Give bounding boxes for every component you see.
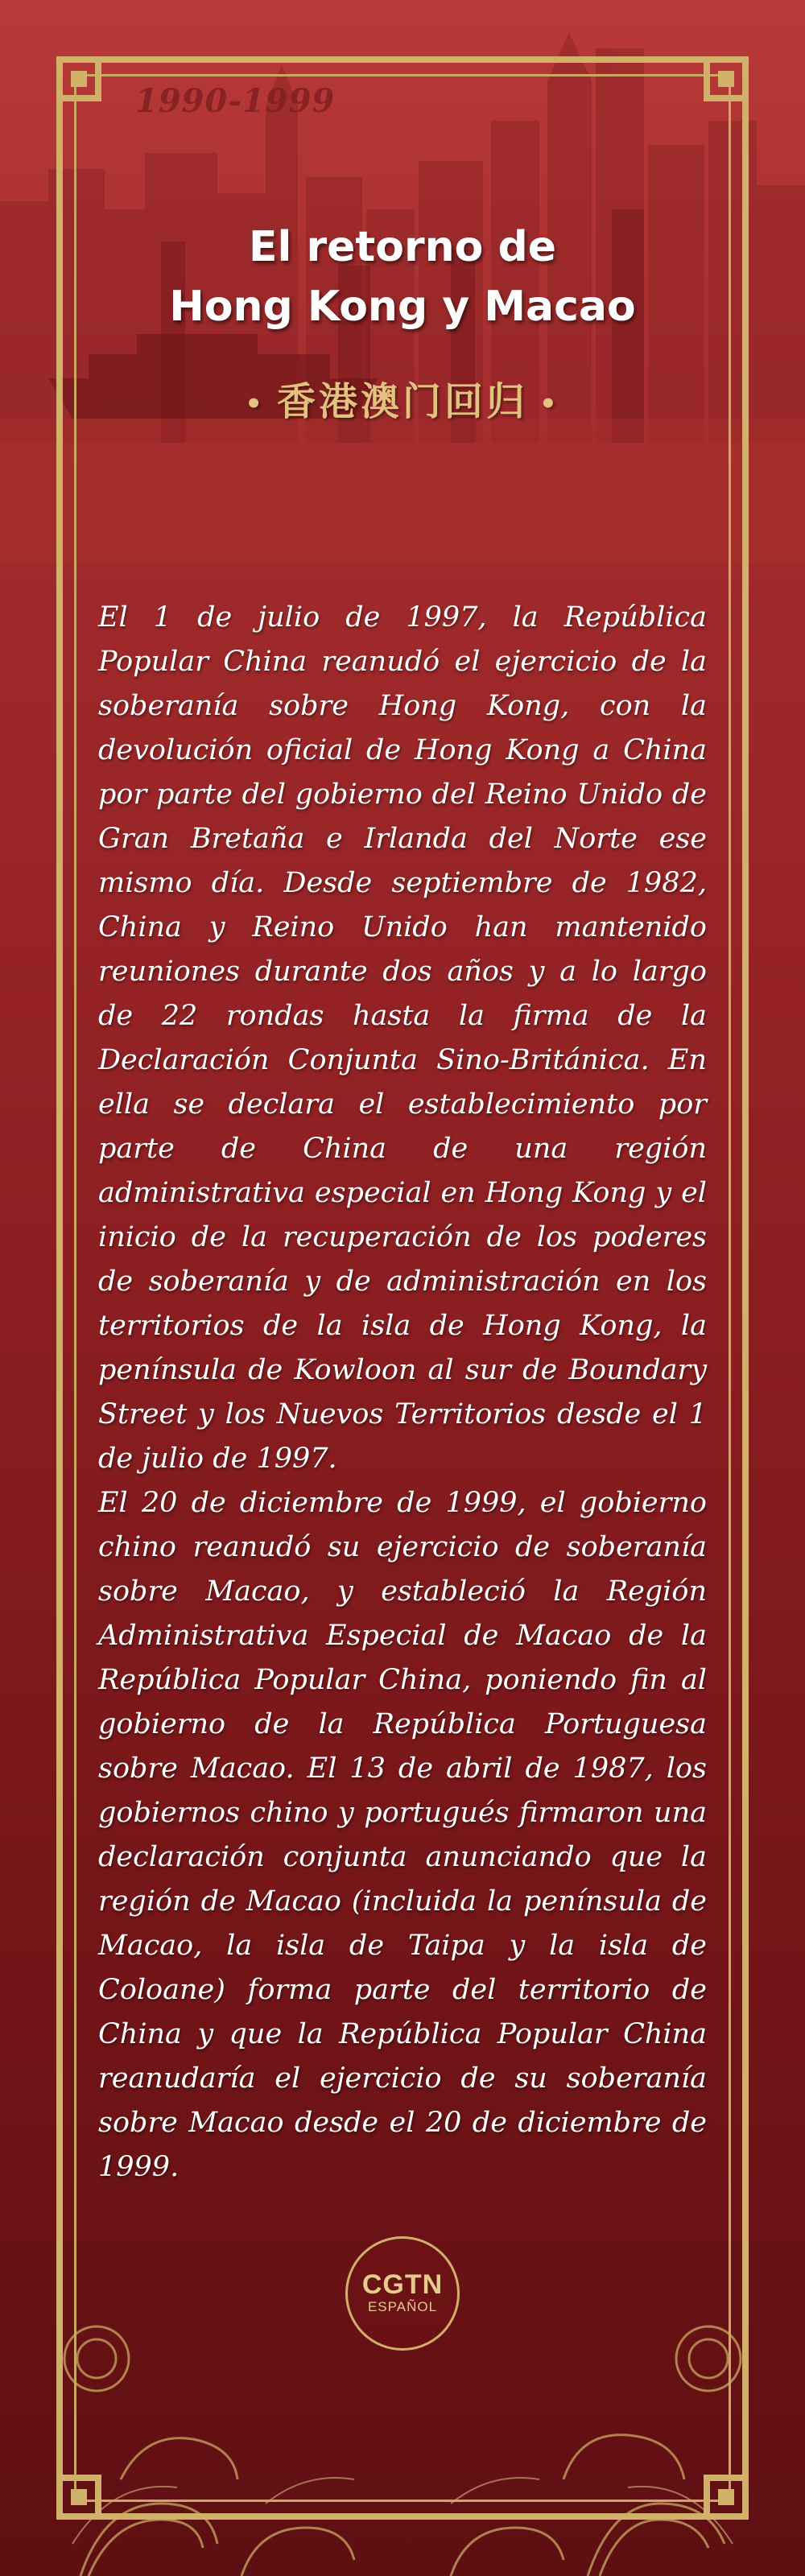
corner-ornament-bottom-right [704,2475,749,2520]
poster-title [80,217,724,336]
paragraph-hong-kong: El 1 de julio de 1997, la República Popular China reanudó el ejercicio de la soberanía sobre Hong Kong, con la devolución oficial de Hong Kong a China por parte del gobierno del Reino Unido de Gran Bretaña e Irlanda del Norte ese mismo día. Desde septiembre de 1982, China y Reino Unido han mantenido reuniones durante dos años y a lo largo de 22 rondas hasta la firma de la Declaración Conjunta Sino-Británica. En ella se declara el establecimiento por parte de China de una región administrativa especial en Hong Kong y el inicio de la recuperación de los poderes de soberanía y de administración en los territorios de la isla de Hong Kong, la península de Kowloon al sur de Boundary Street y los Nuevos Territorios desde el 1 de julio de 1997. [98,601,707,1475]
subtitle-dot-right: • [539,388,560,420]
corner-ornament-top-right [704,56,749,101]
corner-ornament-bottom-left [56,2475,101,2520]
logo-sub-text: ESPAÑOL [367,2299,438,2314]
paragraph-macao: El 20 de diciembre de 1999, el gobierno chino reanudó su ejercicio de soberanía sobre Macao, y estableció la Región Administrativa Especial de Macao de la República Popular China, poniendo fin al gobierno de la República Portuguesa sobre Macao. El 13 de abril de 1987, los gobiernos chino y portugués firmaron una declaración conjunta anunciando que la región de Macao (incluida la península de Macao, la isla de Taipa y la isla de Coloane) forma parte del territorio de China y que la República Popular China reanudaría el ejercicio de su soberanía sobre Macao desde el 20 de diciembre de 1999. [98,1487,707,2183]
logo-main-text: CGTN [361,2269,444,2300]
years-label: 1990-1999 [135,82,336,120]
cgtn-logo [345,2236,460,2351]
chinese-subtitle [80,370,724,426]
subtitle-chinese-text: 香港澳门回归 [276,379,528,424]
title-line-2: Hong Kong y Macao [169,283,636,331]
corner-ornament-top-left [56,56,101,101]
subtitle-dot-left: • [245,388,266,420]
title-line-1: El retorno de [249,223,556,271]
